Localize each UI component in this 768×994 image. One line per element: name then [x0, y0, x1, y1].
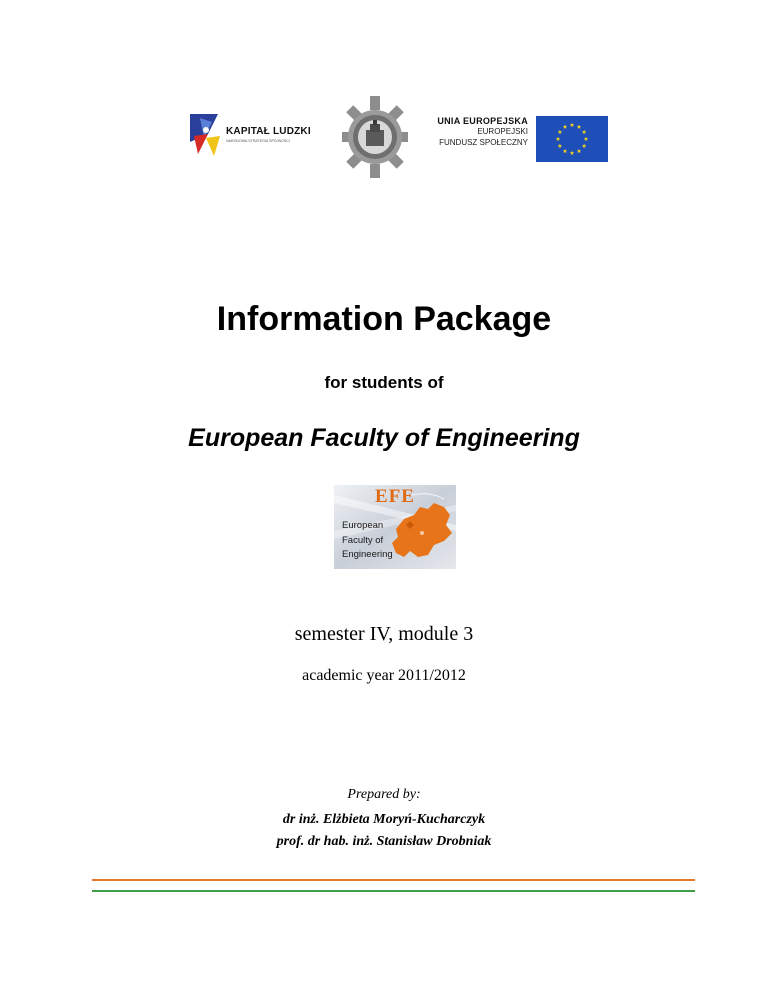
gear-seal-icon: [340, 94, 410, 180]
eu-text-block: [428, 116, 528, 148]
efe-logo: [334, 485, 456, 569]
footer-rule-orange: [92, 879, 695, 881]
kapital-ludzki-logo: [190, 114, 340, 158]
efe-line-2: Faculty of: [342, 535, 384, 546]
author-1: dr inż. Elżbieta Moryń-Kucharczyk: [282, 812, 486, 827]
footer-rule-green: [92, 890, 695, 892]
efe-line-1: European: [342, 520, 384, 531]
eu-subtitle-2: FUNDUSZ SPOŁECZNY: [439, 138, 528, 147]
page-title: Information Package: [216, 300, 552, 338]
eu-flag-icon: [536, 116, 608, 162]
page-subtitle: for students of: [324, 373, 444, 392]
academic-year: academic year 2011/2012: [302, 667, 466, 684]
faculty-name: European Faculty of Engineering: [188, 424, 580, 452]
kapital-ludzki-icon: [190, 114, 224, 158]
efe-line-3: Engineering: [342, 549, 393, 560]
efe-abbreviation: EFE: [375, 486, 415, 507]
kapital-ludzki-tagline: NARODOWA STRATEGIA SPÓJNOŚCI: [226, 139, 290, 143]
eu-title: UNIA EUROPEJSKA: [437, 116, 528, 126]
semester-info: semester IV, module 3: [294, 623, 474, 645]
logo-strip: [190, 94, 620, 186]
university-seal: [340, 94, 410, 180]
author-2: prof. dr hab. inż. Stanisław Drobniak: [276, 834, 492, 849]
prepared-by-label: Prepared by:: [347, 787, 421, 802]
eu-subtitle-1: EUROPEJSKI: [477, 127, 528, 136]
kapital-ludzki-name: KAPITAŁ LUDZKI: [226, 126, 311, 137]
